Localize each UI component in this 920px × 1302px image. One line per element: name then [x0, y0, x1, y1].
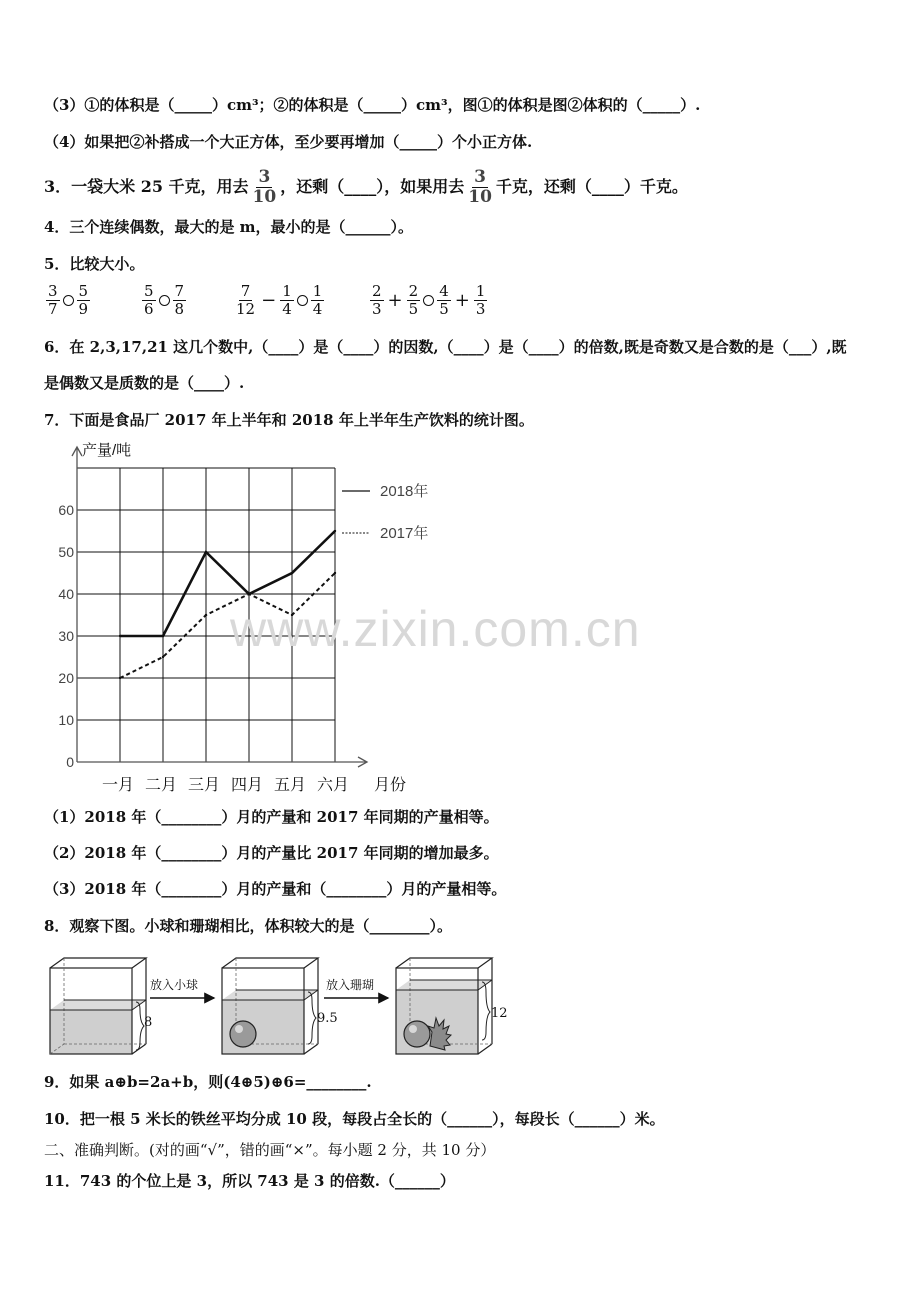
question-11: 11．743 的个位上是 3，所以 743 是 3 的倍数.（______）: [44, 1172, 455, 1190]
y-tick-label: 60: [58, 502, 74, 518]
question-7-2: （2）2018 年（________）月的产量比 2017 年同期的增加最多。: [44, 844, 499, 862]
chart-legend: [342, 482, 428, 542]
question-6-line1: 6．在 2,3,17,21 这几个数中,（____）是（____）的因数,（____）是（____）的倍数,既是奇数又是合数的是（___）,既: [44, 338, 847, 356]
question-8-title: 8．观察下图。小球和珊瑚相比，体积较大的是（________）。: [44, 917, 452, 935]
data-point: [334, 572, 336, 574]
compare-circle[interactable]: [159, 295, 170, 306]
y-tick-label: 40: [58, 586, 74, 602]
compare-circle[interactable]: [297, 295, 308, 306]
data-point: [119, 677, 121, 679]
y-tick-label: 30: [58, 628, 74, 644]
legend-label: 2018年: [380, 483, 429, 500]
legend-label: 2017年: [380, 525, 429, 542]
tank-1-height: 8: [144, 1015, 153, 1030]
series-line-2018年: [120, 531, 335, 636]
compare-circle[interactable]: [63, 295, 74, 306]
question-5-title: 5．比较大小。: [44, 255, 145, 273]
x-tick-label: 一月: [101, 777, 135, 794]
chart-x-label: 月份: [374, 777, 407, 794]
chart-x-ticks: [102, 776, 349, 794]
fraction-3-10-second: $\frac{3}{10}$: [468, 167, 492, 207]
tank-2: [222, 958, 338, 1054]
question-6-line2: 是偶数又是质数的是（____）.: [44, 374, 245, 392]
y-tick-label: 20: [58, 670, 74, 686]
chart-y-ticks: [58, 502, 74, 770]
data-point: [248, 593, 250, 595]
production-line-chart: [44, 438, 464, 798]
y-tick-label: 0: [66, 754, 74, 770]
y-tick-label: 10: [58, 712, 74, 728]
data-point: [162, 656, 164, 658]
watermark: www.zixin.com.cn: [230, 601, 641, 657]
series-line-2017年: [120, 573, 335, 678]
x-tick-label: 三月: [187, 777, 221, 794]
question-7-1: （1）2018 年（________）月的产量和 2017 年同期的产量相等。: [44, 808, 499, 826]
compare-item-3: $\frac{7}{12}$ − $\frac{1}{4}$ $\frac{1}{4}$: [236, 282, 323, 318]
question-3: [44, 168, 688, 207]
arrow-1-label: 放入小球: [150, 978, 199, 992]
question-3-part1: 3．一袋大米 25 千克，用去: [44, 177, 249, 196]
ball-icon: [230, 1021, 256, 1047]
y-tick-label: 50: [58, 544, 74, 560]
data-point: [162, 635, 164, 637]
chart-axes: [72, 447, 367, 767]
x-tick-label: 六月: [316, 777, 350, 794]
tank-diagram: [44, 950, 544, 1060]
compare-circle[interactable]: [423, 295, 434, 306]
x-tick-label: 五月: [273, 777, 307, 794]
question-9: 9．如果 a⊕b=2a+b，则(4⊕5)⊕6=________.: [44, 1073, 372, 1091]
fraction-3-10: $\frac{3}{10}$: [252, 167, 277, 207]
compare-item-2: $\frac{5}{6}$ $\frac{7}{8}$: [144, 282, 185, 318]
data-point: [205, 614, 207, 616]
data-point: [119, 635, 121, 637]
tank-1: [50, 958, 152, 1054]
ball-icon: [404, 1021, 430, 1047]
x-tick-label: 四月: [230, 777, 264, 794]
data-point: [291, 572, 293, 574]
tank-3: [396, 958, 508, 1054]
question-3-part2: ，还剩（____），如果用去: [280, 177, 465, 196]
tank-2-height: 9.5: [317, 1011, 338, 1026]
arrow-1: [150, 977, 214, 998]
compare-item-4: $\frac{2}{3}$ + $\frac{2}{5}$ $\frac{4}{5}$ + $\frac{1}{3}$: [372, 282, 486, 318]
question-3-part3: 千克，还剩（____）千克。: [495, 177, 688, 196]
question-7-3: （3）2018 年（________）月的产量和（________）月的产量相等。: [44, 880, 507, 898]
arrow-2-label: 放入珊瑚: [326, 978, 375, 992]
chart-y-label: 产量/吨: [82, 442, 132, 459]
data-point: [334, 530, 336, 532]
question-2-3: （3）①的体积是（_____）cm³；②的体积是（_____）cm³，图①的体积是图②体积的（_____）.: [44, 96, 701, 114]
data-point: [205, 551, 207, 553]
tank-3-height: 12: [491, 1006, 508, 1021]
section-2-heading: 二、准确判断。(对的画“√”，错的画“×”。每小题 2 分，共 10 分）: [44, 1141, 496, 1159]
question-7-title: 7．下面是食品厂 2017 年上半年和 2018 年上半年生产饮料的统计图。: [44, 411, 534, 429]
arrow-2: [324, 977, 388, 998]
question-2-4: （4）如果把②补搭成一个大正方体，至少要再增加（_____）个小正方体.: [44, 133, 533, 151]
question-10: 10．把一根 5 米长的铁丝平均分成 10 段，每段占全长的（______），每段长（______）米。: [44, 1110, 665, 1128]
x-tick-label: 二月: [144, 777, 178, 794]
question-4: 4．三个连续偶数，最大的是 m，最小的是（______）。: [44, 218, 414, 236]
data-point: [291, 614, 293, 616]
compare-item-1: $\frac{3}{7}$ $\frac{5}{9}$: [48, 282, 89, 318]
